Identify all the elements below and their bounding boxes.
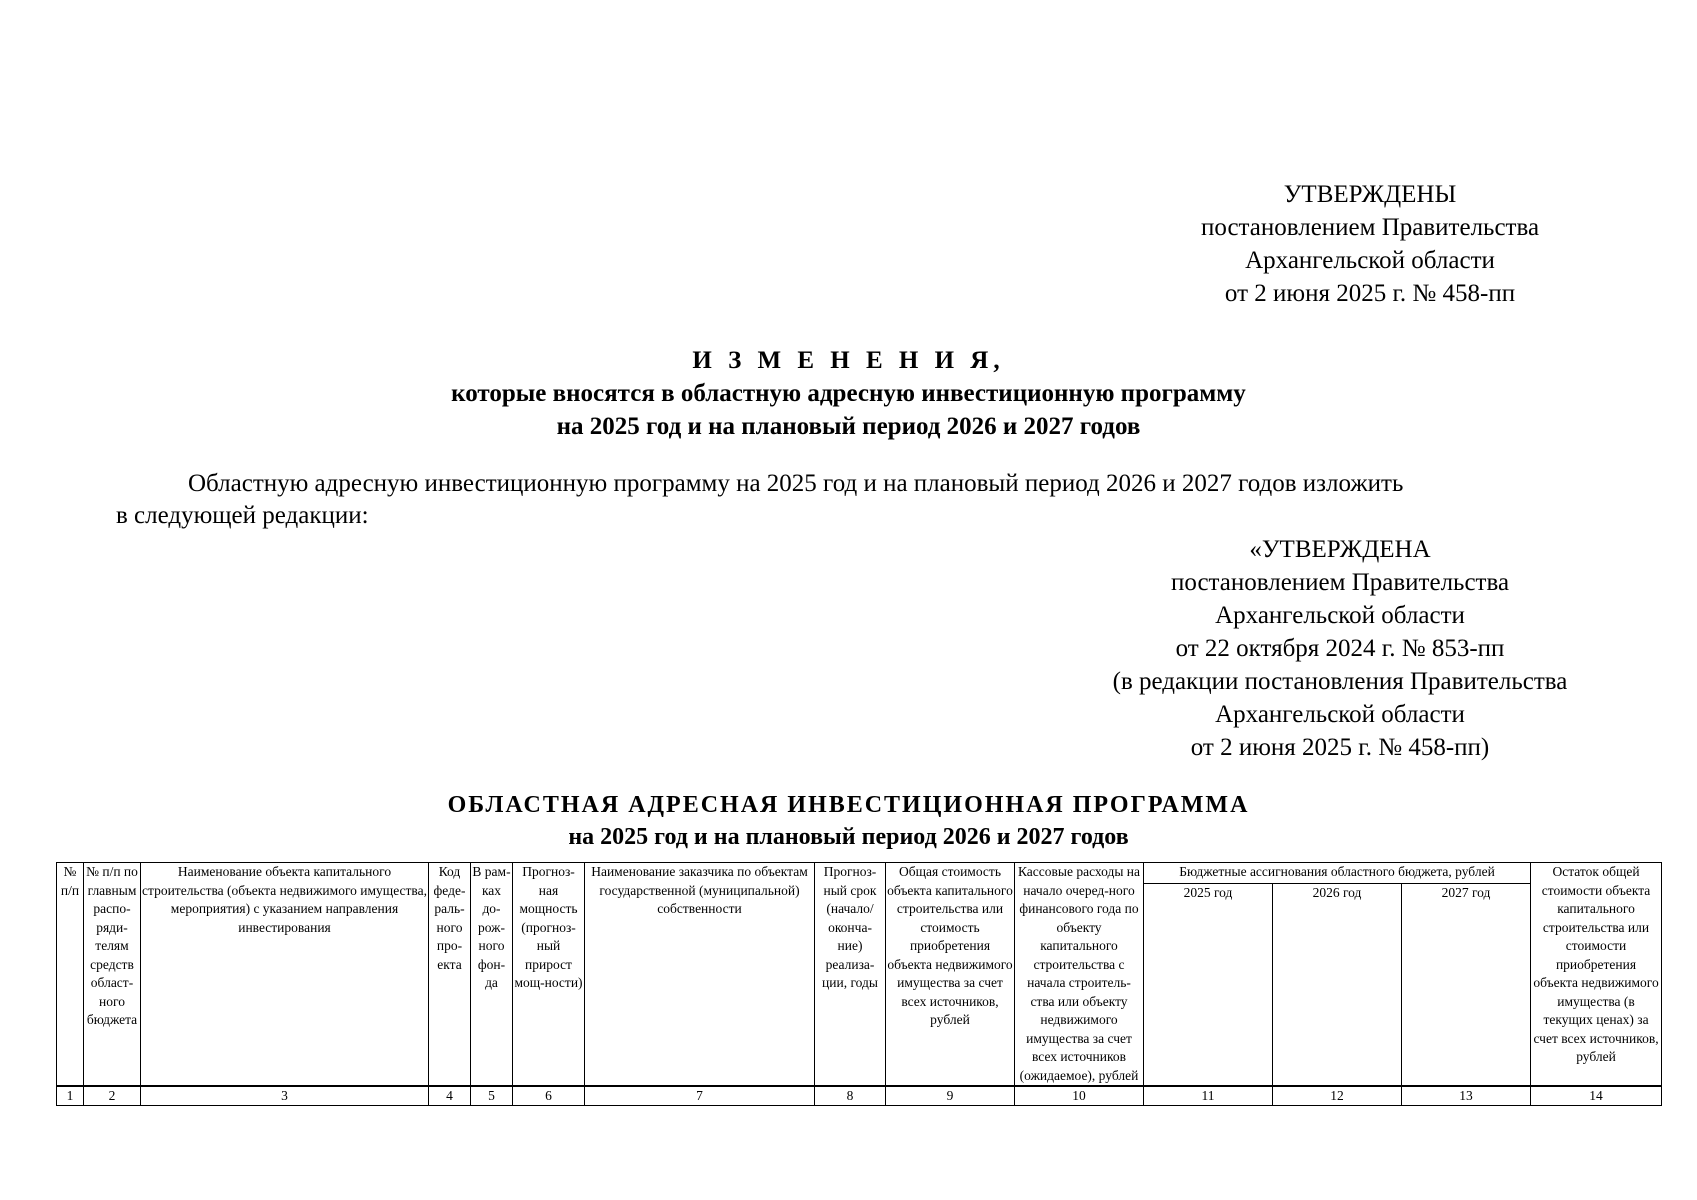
column-number: 8: [815, 1086, 886, 1106]
column-number: 12: [1273, 1086, 1402, 1106]
header-c13: 2027 год: [1402, 883, 1531, 1086]
column-number: 11: [1144, 1086, 1273, 1106]
intro-line: Областную адресную инвестиционную программу на 2025 год и на плановый период 2026 и 2027 годов изложить: [188, 470, 1404, 497]
column-number: 9: [886, 1086, 1015, 1106]
approval-line: постановлением Правительства: [1200, 214, 1540, 241]
header-c6: Прогноз-ная мощность (прогноз-ный прирост мощ-ности): [513, 863, 585, 1087]
column-number: 6: [513, 1086, 585, 1106]
header-c11: 2025 год: [1144, 883, 1273, 1086]
program-title: [0, 789, 1697, 853]
column-number: 10: [1015, 1086, 1144, 1106]
header-c4: Код феде-раль-ного про-екта: [429, 863, 471, 1087]
header-c9: Общая стоимость объекта капитального строительства или стоимость приобретения объекта недвижимого имущества за счет всех источников, рублей: [886, 863, 1015, 1087]
approval-title: «УТВЕРЖДЕНА: [1249, 536, 1431, 563]
document-subtitle: на 2025 год и на плановый период 2026 и 2027 годов: [556, 413, 1141, 440]
approval-date: от 22 октября 2024 г. № 853-пп: [1175, 635, 1505, 662]
header-c14: Остаток общей стоимости объекта капитального строительства или стоимости приобретения объекта недвижимого имущества (в текущих ценах) за счет всех источников, рублей: [1531, 863, 1662, 1087]
header-c2: № п/п по главным распо-ряди-телям средств област-ного бюджета: [84, 863, 141, 1087]
column-number: 4: [429, 1086, 471, 1106]
header-c5: В рам-ках до-рож-ного фон-да: [471, 863, 513, 1087]
program-table: [56, 862, 1662, 1106]
approval-line: (в редакции постановления Правительства: [1112, 668, 1568, 695]
intro-line: в следующей редакции:: [116, 502, 369, 529]
column-number: 14: [1531, 1086, 1662, 1106]
column-number: 1: [57, 1086, 84, 1106]
approval-stamp: [1160, 178, 1580, 310]
column-number: 7: [585, 1086, 815, 1106]
approval-line: постановлением Правительства: [1170, 569, 1510, 596]
column-number: 3: [141, 1086, 429, 1106]
column-number: 2: [84, 1086, 141, 1106]
header-c1: № п/п: [57, 863, 84, 1087]
program-title-period: на 2025 год и на плановый период 2026 и 2027 годов: [568, 824, 1129, 850]
header-c10: Кассовые расходы на начало очеред-ного финансового года по объекту капитального строительства с начала строитель-ства или объекту недвижимого имущества за счет всех источников (ожидаемое), рублей: [1015, 863, 1144, 1087]
document-title: И З М Е Н Е Н И Я,: [692, 347, 1005, 374]
column-number-row: [57, 1086, 1662, 1106]
intro-paragraph: [116, 468, 1586, 532]
header-c12: 2026 год: [1273, 883, 1402, 1086]
header-budget-group: Бюджетные ассигнования областного бюджета, рублей: [1144, 863, 1531, 884]
column-number: 5: [471, 1086, 513, 1106]
header-c8: Прогноз-ный срок (начало/ оконча-ние) реализа-ции, годы: [815, 863, 886, 1087]
approval-line: Архангельской области: [1215, 701, 1465, 728]
approval-date: от 2 июня 2025 г. № 458-пп): [1190, 734, 1490, 761]
approval-stamp-program: [1050, 533, 1630, 764]
header-c3: Наименование объекта капитального строительства (объекта недвижимого имущества, мероприятия) с указанием направления инвестирования: [141, 863, 429, 1087]
program-title-main: ОБЛАСТНАЯ АДРЕСНАЯ ИНВЕСТИЦИОННАЯ ПРОГРАММА: [447, 792, 1250, 818]
column-number: 13: [1402, 1086, 1531, 1106]
approval-line: Архангельской области: [1245, 247, 1495, 274]
document-heading: [0, 344, 1697, 443]
approval-line: Архангельской области: [1215, 602, 1465, 629]
approval-title: УТВЕРЖДЕНЫ: [1283, 181, 1457, 208]
approval-date: от 2 июня 2025 г. № 458-пп: [1224, 280, 1516, 307]
document-subtitle: которые вносятся в областную адресную инвестиционную программу: [451, 380, 1246, 407]
header-c7: Наименование заказчика по объектам государственной (муниципальной) собственности: [585, 863, 815, 1087]
